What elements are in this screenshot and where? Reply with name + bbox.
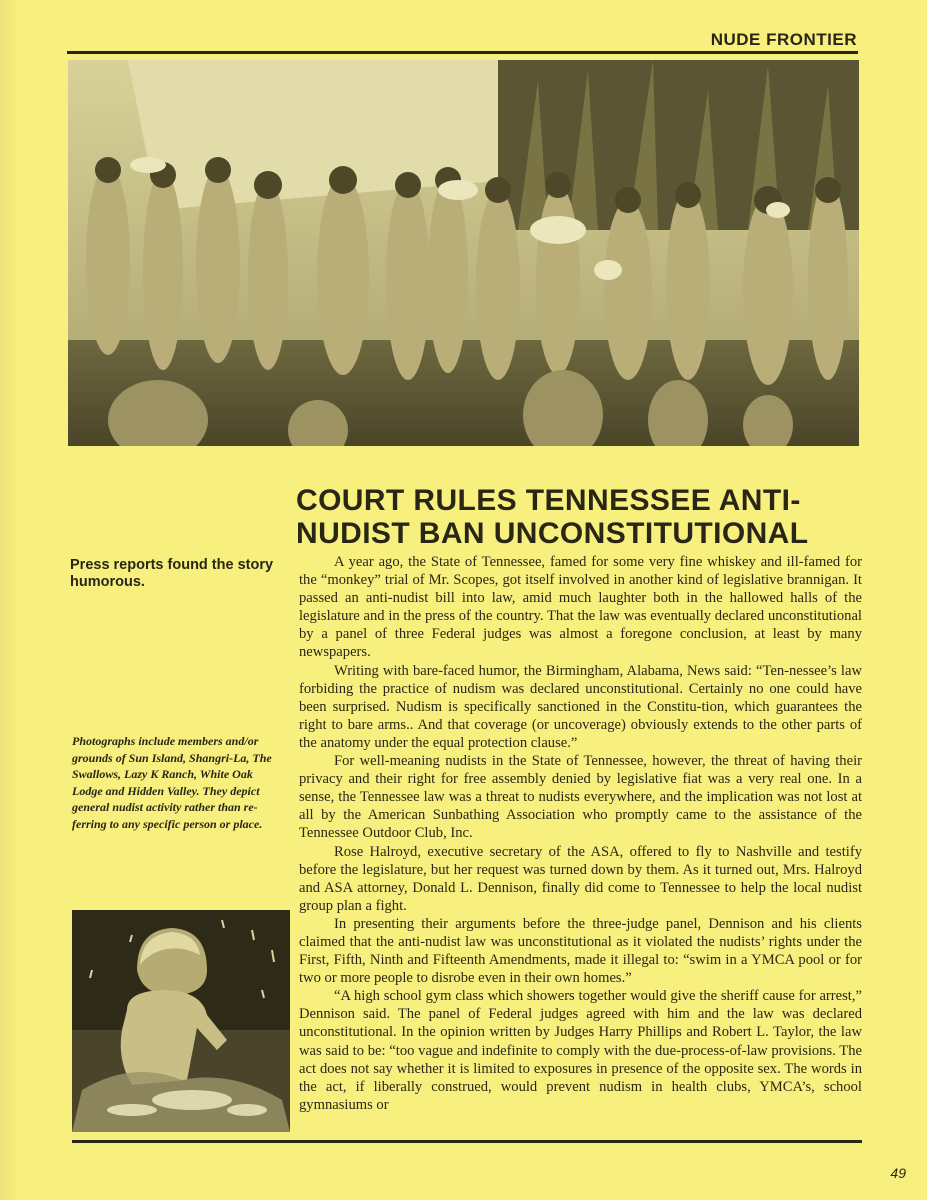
article-headline: COURT RULES TENNESSEE ANTI-NUDIST BAN UNCONSTITUTIONAL (296, 484, 809, 550)
article-paragraph: In presenting their arguments before the three-judge panel, Dennison and his clients claimed that the anti-nudist law was unconstitutional as it violated the nudists’ rights under the First, Fifth, Ninth and Fifteenth Amendments, made it illegal to: “swim in a YMCA pool or for two or more people to disrobe even in their own homes.” (299, 915, 862, 987)
photo-credit-caption: Photographs include members and/or grounds of Sun Island, Shangri-La, The Swallows, Lazy K Ranch, White Oak Lodge and Hidden Valley. They depict general nudist activity rather than re-ferring to any specific person or place. (72, 734, 272, 831)
pull-quote: Press reports found the story humorous. (70, 557, 274, 590)
page-number: 49 (890, 1165, 906, 1181)
publication-title: NUDE FRONTIER (710, 30, 857, 49)
child-in-water-photo (72, 910, 290, 1132)
crowd-photo (68, 60, 859, 446)
article-paragraph: Rose Halroyd, executive secretary of the ASA, offered to fly to Nashville and testify before the legislature, but her request was turned down by them. As it turned out, Mrs. Halroyd and ASA attorney, Donald L. Dennison, finally did come to Tennessee to help the local nudist group plan a fight. (299, 843, 862, 914)
page-edge-shadow (0, 0, 20, 1200)
article-paragraph: Writing with bare-faced humor, the Birmingham, Alabama, News said: “Ten-nessee’s law forbiding the practice of nudism was declared unconstitutional. Certainly no one could have been surprised. Nudism is specifically sanctioned in the Constitu-tion, which guarantees the right to bare arms.. And that coverage (or uncoverage) obviously extends to the other parts of the anatomy under the equal protection clause.” (299, 662, 862, 751)
top-rule-divider (67, 51, 858, 54)
article-paragraph: For well-meaning nudists in the State of Tennessee, however, the threat of having their privacy and their right for free assembly denied by legislative fiat was a very real one. In a sense, the Tennessee law was a threat to nudists everywhere, and the implication was not lost at all by the American Sunbathing Association who promptly came to the assistance of the Tennessee Outdoor Club, Inc. (299, 753, 862, 842)
bottom-rule-divider (72, 1140, 862, 1143)
article-paragraph: “A high school gym class which showers together would give the sheriff cause for arrest,” Dennison said. The panel of Federal judges agreed with him and the law was declared unconstitutional. In the opinion written by Judges Harry Phillips and Robert L. Taylor, the law was said to be: “too vague and indefinite to comply with the due-process-of-law provisions. The act does not say whether it is limited to exposures in presence of the opposite sex. The words in the act, if liberally construed, would prevent nudism in health clubs, YMCA’s, school gymnasiums or (299, 988, 862, 1113)
article-paragraph: A year ago, the State of Tennessee, famed for some very fine whiskey and ill-famed for the “monkey” trial of Mr. Scopes, got itself involved in another kind of legislative brannigan. It passed an anti-nudist bill into law, amid much laughter both in the hallowed halls of the legislature and in the press of the country. That the law was eventually declared unconstitutional by a panel of three Federal judges was almost a foregone conclusion, at least by many newspapers. (299, 554, 862, 661)
article-body (299, 553, 862, 1114)
